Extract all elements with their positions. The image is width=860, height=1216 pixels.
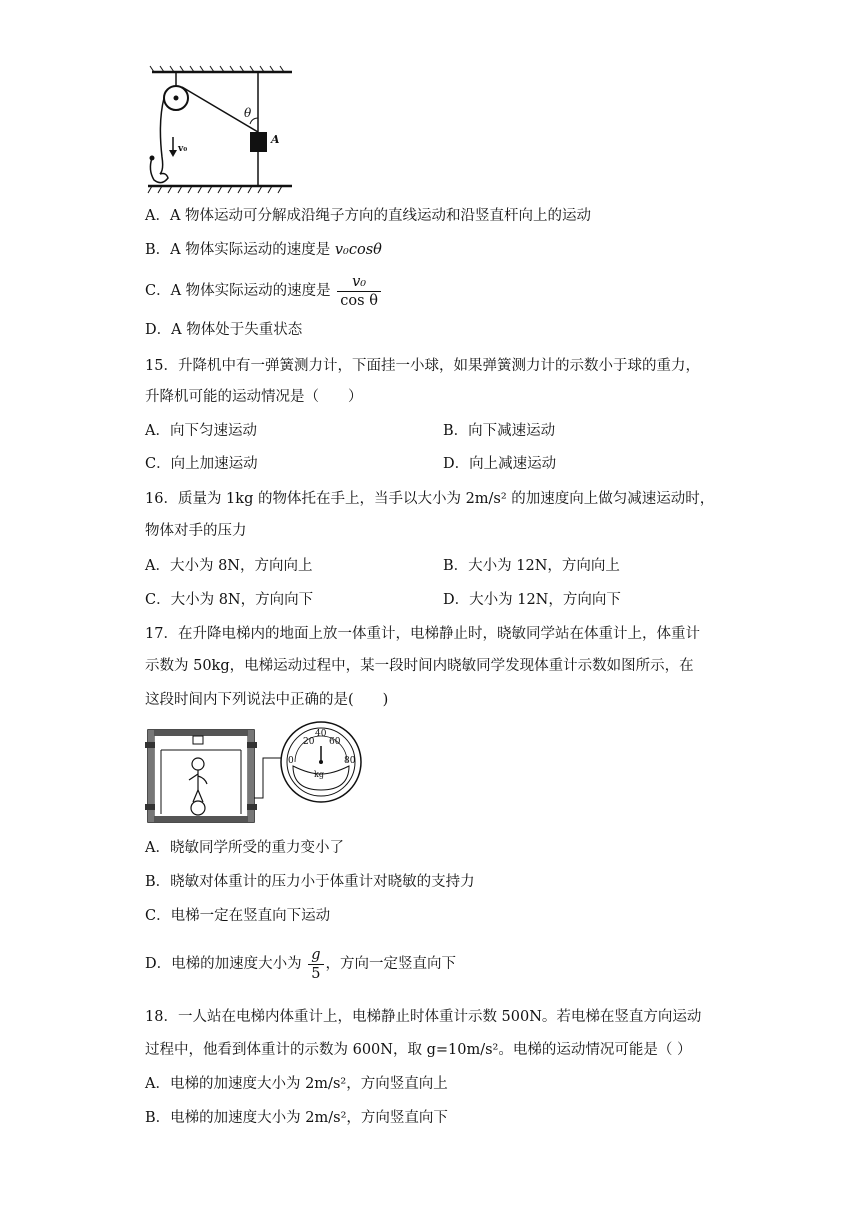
q16-option-d: D．大小为 12N，方向向下 <box>443 592 621 608</box>
dial-tick-60: 60 <box>329 737 341 747</box>
q16-stem-line2: 物体对手的压力 <box>145 523 247 539</box>
q17-option-d-numerator: g <box>308 946 323 965</box>
dial-unit-label: kg <box>314 770 324 779</box>
q18-option-a: A．电梯的加速度大小为 2m/s²，方向竖直向上 <box>145 1076 448 1092</box>
elevator-scale-diagram <box>143 718 365 830</box>
q17-stem-line2: 示数为 50kg，电梯运动过程中，某一段时间内晓敏同学发现体重计示数如图所示，在 <box>145 658 694 674</box>
q16-option-c: C．大小为 8N，方向向下 <box>145 592 314 608</box>
pulley-diagram <box>140 62 300 197</box>
q17-option-b: B．晓敏对体重计的压力小于体重计对晓敏的支持力 <box>145 874 475 890</box>
q15-stem-line2: 升降机可能的运动情况是（ ） <box>145 389 363 405</box>
q16-stem-line1: 16．质量为 1kg 的物体托在手上，当手以大小为 2m/s² 的加速度向上做匀减速运动时， <box>145 491 715 507</box>
q14-option-a: A．A 物体运动可分解成沿绳子方向的直线运动和沿竖直杆向上的运动 <box>145 208 592 224</box>
q17-option-a: A．晓敏同学所受的重力变小了 <box>145 840 344 856</box>
q14-option-d: D．A 物体处于失重状态 <box>145 322 303 338</box>
q15-stem-line1: 15．升降机中有一弹簧测力计，下面挂一小球，如果弹簧测力计的示数小于球的重力， <box>145 358 700 374</box>
q16-option-b: B．大小为 12N，方向向上 <box>443 558 620 574</box>
dial-tick-80: 80 <box>344 756 356 766</box>
q15-option-c: C．向上加速运动 <box>145 456 258 472</box>
q17-option-d-suffix: ，方向一定竖直向下 <box>325 956 457 972</box>
q17-stem-line1: 17．在升降电梯内的地面上放一体重计，电梯静止时，晓敏同学站在体重计上，体重计 <box>145 626 700 642</box>
q17-option-d-fraction <box>308 946 323 983</box>
q14-option-b-formula: v₀cosθ <box>334 242 382 258</box>
q17-stem-line3: 这段时间内下列说法中正确的是( ) <box>145 692 389 708</box>
q16-option-a: A．大小为 8N，方向向上 <box>145 558 313 574</box>
q15-option-a: A．向下匀速运动 <box>145 423 257 439</box>
q18-option-b: B．电梯的加速度大小为 2m/s²，方向竖直向下 <box>145 1110 448 1126</box>
q14-option-b <box>145 240 382 260</box>
q18-stem-line1: 18．一人站在电梯内体重计上，电梯静止时体重计示数 500N。若电梯在竖直方向运动 <box>145 1009 702 1025</box>
theta-label: θ <box>244 106 252 120</box>
v0-label: v₀ <box>178 144 188 154</box>
q14-option-c-denominator: cos θ <box>340 292 378 309</box>
q18-stem-line2: 过程中，他看到体重计的示数为 600N，取 g=10m/s²。电梯的运动情况可能是（ ） <box>145 1042 692 1058</box>
q14-option-c-text: C．A 物体实际运动的速度是 <box>145 283 331 299</box>
dial-tick-0: 0 <box>288 756 294 766</box>
q17-option-c: C．电梯一定在竖直向下运动 <box>145 908 331 924</box>
q15-option-d: D．向上减速运动 <box>443 456 557 472</box>
block-a-label: A <box>271 133 280 146</box>
q14-option-c-numerator: v₀ <box>337 273 381 292</box>
q14-option-b-text: B．A 物体实际运动的速度是 <box>145 242 335 258</box>
q14-option-c-fraction <box>337 273 381 310</box>
q17-option-d-prefix: D．电梯的加速度大小为 <box>145 956 302 972</box>
dial-tick-40: 40 <box>315 729 327 739</box>
q14-option-c <box>145 272 383 310</box>
q17-option-d-denominator: 5 <box>311 965 321 982</box>
q17-option-d <box>145 944 456 984</box>
dial-tick-20: 20 <box>303 737 315 747</box>
q15-option-b: B．向下减速运动 <box>443 423 556 439</box>
